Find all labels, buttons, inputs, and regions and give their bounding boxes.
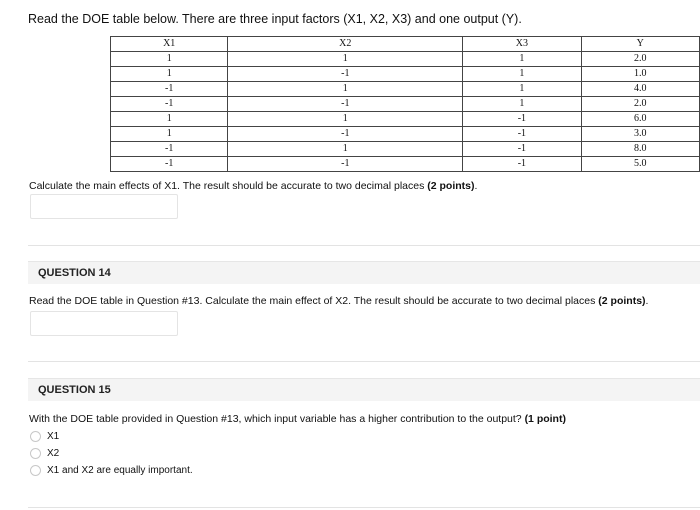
q13-prompt-text: Calculate the main effects of X1. The result should be accurate to two decimal places — [29, 180, 428, 192]
cell-x2: 1 — [228, 82, 463, 97]
cell-x3: 1 — [463, 97, 581, 112]
q14-prompt — [29, 295, 648, 307]
q15-prompt-text: With the DOE table provided in Question #13, which input variable has a higher contribution to the output? — [29, 413, 525, 425]
column-header-x1: X1 — [111, 37, 228, 52]
question-14-title: QUESTION 14 — [38, 267, 111, 279]
question-14-header — [28, 261, 700, 284]
cell-x2: -1 — [228, 97, 463, 112]
cell-x2: 1 — [228, 52, 463, 67]
q14-prompt-text: Read the DOE table in Question #13. Calculate the main effect of X2. The result should be accurate to two decimal places — [29, 295, 599, 307]
cell-x2: 1 — [228, 142, 463, 157]
question-15-header — [28, 378, 700, 401]
table-row — [111, 97, 700, 112]
cell-x2: -1 — [228, 127, 463, 142]
cell-x1: 1 — [111, 52, 228, 67]
column-header-x3: X3 — [463, 37, 581, 52]
cell-x3: 1 — [463, 67, 581, 82]
cell-x1: -1 — [111, 142, 228, 157]
cell-y: 2.0 — [581, 52, 699, 67]
question-15-title: QUESTION 15 — [38, 384, 111, 396]
cell-x1: 1 — [111, 127, 228, 142]
radio-button[interactable] — [30, 465, 41, 476]
q15-option-equal[interactable] — [30, 465, 193, 476]
cell-x1: -1 — [111, 97, 228, 112]
q13-prompt-end: . — [474, 180, 478, 192]
divider — [28, 507, 700, 508]
q15-option-x2[interactable] — [30, 448, 59, 459]
q15-points: (1 point) — [524, 413, 566, 425]
cell-y: 6.0 — [581, 112, 699, 127]
cell-x3: -1 — [463, 157, 581, 172]
divider — [28, 245, 700, 246]
table-row — [111, 112, 700, 127]
q15-prompt — [29, 413, 566, 425]
q14-prompt-end: . — [645, 295, 649, 307]
cell-x1: -1 — [111, 82, 228, 97]
cell-x2: -1 — [228, 157, 463, 172]
q15-option-x1[interactable] — [30, 431, 59, 442]
cell-y: 3.0 — [581, 127, 699, 142]
cell-x3: -1 — [463, 127, 581, 142]
q13-answer-input[interactable] — [30, 194, 178, 219]
cell-x3: 1 — [463, 52, 581, 67]
column-header-y: Y — [581, 37, 699, 52]
cell-x3: -1 — [463, 112, 581, 127]
table-row — [111, 142, 700, 157]
table-row — [111, 67, 700, 82]
table-row — [111, 82, 700, 97]
table-header-row — [111, 37, 700, 52]
q14-answer-input[interactable] — [30, 311, 178, 336]
q13-points: (2 points) — [427, 180, 475, 192]
table-row — [111, 52, 700, 67]
cell-y: 5.0 — [581, 157, 699, 172]
option-label: X1 and X2 are equally important. — [47, 465, 193, 476]
q14-points: (2 points) — [598, 295, 646, 307]
table-row — [111, 127, 700, 142]
option-label: X1 — [47, 431, 60, 442]
cell-y: 8.0 — [581, 142, 699, 157]
column-header-x2: X2 — [228, 37, 463, 52]
cell-y: 4.0 — [581, 82, 699, 97]
divider — [28, 361, 700, 362]
table-row — [111, 157, 700, 172]
cell-x2: 1 — [228, 112, 463, 127]
cell-x2: -1 — [228, 67, 463, 82]
option-label: X2 — [47, 448, 60, 459]
radio-button[interactable] — [30, 448, 41, 459]
cell-x1: 1 — [111, 67, 228, 82]
cell-y: 2.0 — [581, 97, 699, 112]
cell-x1: -1 — [111, 157, 228, 172]
cell-y: 1.0 — [581, 67, 699, 82]
q13-prompt — [29, 180, 477, 192]
radio-button[interactable] — [30, 431, 41, 442]
cell-x3: 1 — [463, 82, 581, 97]
intro-text: Read the DOE table below. There are three input factors (X1, X2, X3) and one output (Y). — [28, 12, 522, 26]
cell-x3: -1 — [463, 142, 581, 157]
cell-x1: 1 — [111, 112, 228, 127]
doe-table — [110, 36, 700, 172]
